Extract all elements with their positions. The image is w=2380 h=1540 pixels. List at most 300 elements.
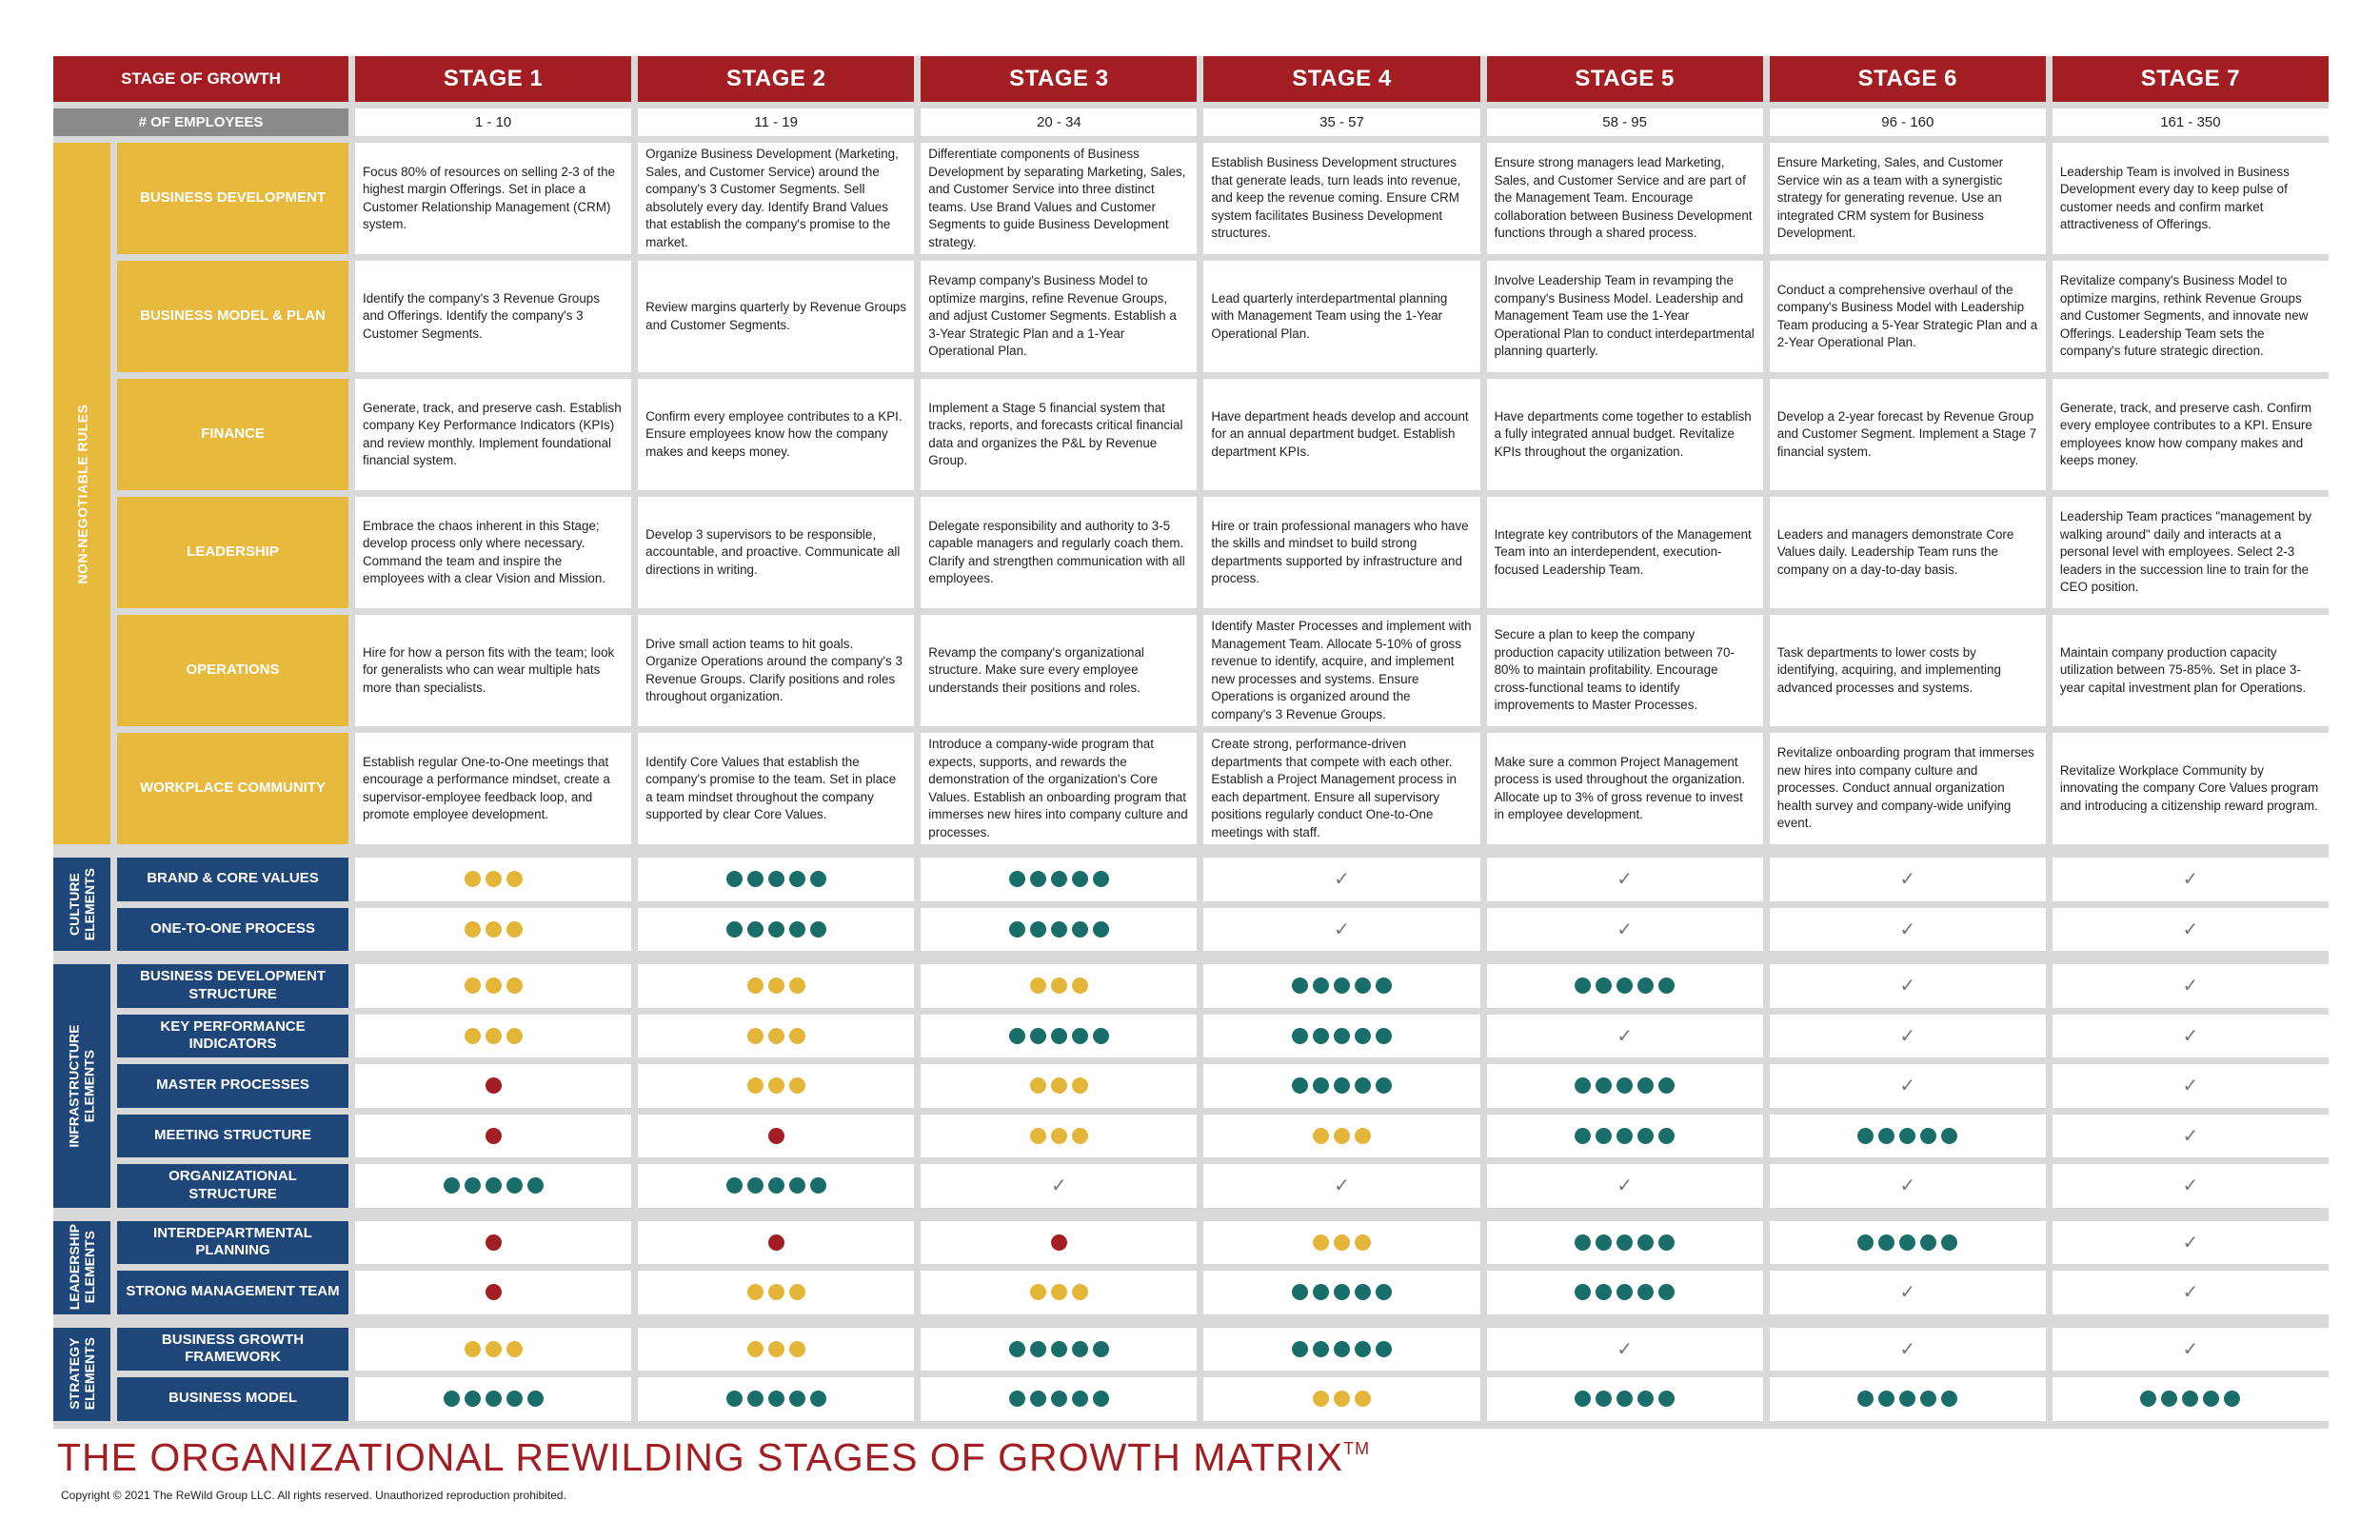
teal-dots-5 bbox=[444, 1391, 544, 1407]
rule-cell: Establish regular One-to-One meetings that encourage a performance mindset, create a supervisor-employee feedback loop, and promote employee development. bbox=[355, 733, 631, 844]
teal-dot-icon bbox=[747, 921, 764, 938]
element-label: BUSINESS DEVELOPMENT STRUCTURE bbox=[117, 964, 348, 1008]
teal-dot-icon bbox=[527, 1177, 544, 1194]
yellow-dot-icon bbox=[789, 1341, 805, 1357]
yellow-dot-icon bbox=[486, 1028, 502, 1044]
yellow-dots-3 bbox=[465, 1341, 523, 1357]
yellow-dot-icon bbox=[1030, 977, 1046, 994]
section-label-3 bbox=[53, 1221, 110, 1314]
teal-dot-icon bbox=[1637, 1284, 1654, 1300]
element-status-cell bbox=[638, 1115, 914, 1158]
yellow-dot-icon bbox=[1051, 1284, 1067, 1300]
element-status-cell bbox=[1770, 858, 2046, 901]
teal-dot-icon bbox=[1658, 1128, 1675, 1144]
teal-dot-icon bbox=[1030, 1028, 1046, 1044]
yellow-dot-icon bbox=[1030, 1284, 1046, 1300]
element-status-cell bbox=[355, 1015, 631, 1058]
element-status-cell bbox=[921, 1064, 1197, 1108]
element-status-cell bbox=[355, 1271, 631, 1314]
element-status-cell bbox=[921, 964, 1197, 1008]
element-status-cell bbox=[1770, 964, 2046, 1008]
element-label: BUSINESS MODEL bbox=[117, 1377, 348, 1421]
element-status-cell bbox=[921, 1271, 1197, 1314]
teal-dots-5 bbox=[1575, 1077, 1675, 1094]
teal-dot-icon bbox=[1313, 1284, 1329, 1300]
red-dot-icon bbox=[486, 1077, 502, 1094]
employee-range-7: 161 - 350 bbox=[2053, 109, 2329, 136]
element-label: MEETING STRUCTURE bbox=[117, 1115, 348, 1158]
element-status-cell bbox=[2053, 1377, 2329, 1421]
section-label-4 bbox=[53, 1328, 110, 1421]
element-status-cell bbox=[355, 1377, 631, 1421]
teal-dots-5 bbox=[444, 1177, 544, 1194]
check-icon: ✓ bbox=[1616, 869, 1634, 891]
element-status-cell bbox=[1770, 1164, 2046, 1208]
teal-dot-icon bbox=[1575, 1234, 1591, 1251]
check-icon: ✓ bbox=[2182, 1232, 2199, 1254]
teal-dot-icon bbox=[1334, 1341, 1350, 1357]
yellow-dots-3 bbox=[1313, 1234, 1371, 1251]
yellow-dot-icon bbox=[465, 871, 481, 887]
rule-cell: Conduct a comprehensive overhaul of the company's Business Model with Leadership Team producing a 5-Year Strategic Plan and a 2-Year Operational Plan. bbox=[1770, 261, 2046, 372]
teal-dot-icon bbox=[1072, 1391, 1088, 1407]
element-status-cell bbox=[1487, 964, 1763, 1008]
element-status-cell bbox=[1487, 1377, 1763, 1421]
teal-dots-5 bbox=[1009, 871, 1109, 887]
element-status-cell bbox=[2053, 908, 2329, 952]
teal-dots-5 bbox=[1292, 1284, 1392, 1300]
section-label-line: ELEMENTS bbox=[82, 867, 98, 941]
element-status-cell bbox=[1203, 1377, 1479, 1421]
rule-cell: Leadership Team is involved in Business Development every day to keep pulse of customer needs and confirm market attractiveness of Offerings. bbox=[2053, 143, 2329, 254]
teal-dot-icon bbox=[1292, 1028, 1308, 1044]
check-icon: ✓ bbox=[1899, 1025, 1916, 1047]
yellow-dot-icon bbox=[1030, 1077, 1046, 1094]
red-dots-1 bbox=[486, 1234, 502, 1251]
teal-dot-icon bbox=[506, 1391, 523, 1407]
stage-header-1: STAGE 1 bbox=[355, 56, 631, 102]
teal-dots-5 bbox=[726, 1391, 826, 1407]
rule-label-2: BUSINESS MODEL & PLAN bbox=[117, 261, 348, 372]
teal-dot-icon bbox=[1658, 1284, 1675, 1300]
element-status-cell bbox=[355, 1064, 631, 1108]
stage-header-7: STAGE 7 bbox=[2053, 56, 2329, 102]
teal-dot-icon bbox=[810, 921, 826, 938]
yellow-dot-icon bbox=[747, 977, 764, 994]
teal-dot-icon bbox=[1878, 1234, 1894, 1251]
rule-cell: Involve Leadership Team in revamping the company's Business Model. Leadership and Management Team use the 1-Year Operational Plan to conduct interdepartmental planning quarterly. bbox=[1487, 261, 1763, 372]
non-negotiable-rules-text: NON-NEGOTIABLE RULES bbox=[74, 404, 90, 583]
element-status-cell bbox=[1203, 1164, 1479, 1208]
teal-dot-icon bbox=[2140, 1391, 2156, 1407]
element-status-cell bbox=[2053, 1064, 2329, 1108]
yellow-dot-icon bbox=[1072, 1128, 1088, 1144]
teal-dot-icon bbox=[1878, 1128, 1894, 1144]
element-label: ONE-TO-ONE PROCESS bbox=[117, 908, 348, 952]
yellow-dot-icon bbox=[768, 1077, 784, 1094]
yellow-dot-icon bbox=[465, 1341, 481, 1357]
yellow-dot-icon bbox=[1051, 1128, 1067, 1144]
yellow-dots-3 bbox=[465, 871, 523, 887]
yellow-dot-icon bbox=[1313, 1391, 1329, 1407]
check-icon: ✓ bbox=[1616, 1175, 1634, 1197]
element-status-cell bbox=[1770, 1015, 2046, 1058]
check-icon: ✓ bbox=[2182, 918, 2199, 940]
teal-dot-icon bbox=[810, 1177, 826, 1194]
element-status-cell bbox=[1487, 1164, 1763, 1208]
teal-dot-icon bbox=[768, 1391, 784, 1407]
teal-dot-icon bbox=[1072, 1341, 1088, 1357]
element-label: BRAND & CORE VALUES bbox=[117, 858, 348, 901]
teal-dot-icon bbox=[1899, 1128, 1915, 1144]
yellow-dot-icon bbox=[768, 1284, 784, 1300]
rule-cell: Introduce a company-wide program that expects, supports, and rewards the demonstration of the organization's Core Values. Establish an onboarding program that immerses new hires into company culture and processes. bbox=[921, 733, 1197, 844]
rule-cell: Revitalize onboarding program that immerses new hires into company culture and processes. Conduct annual organization health survey and company-wide unifying event. bbox=[1770, 733, 2046, 844]
rule-cell: Ensure strong managers lead Marketing, Sales, and Customer Service and are part of the Management Team. Encourage collaboration between Business Development functions through a shared process. bbox=[1487, 143, 1763, 254]
check-icon: ✓ bbox=[1899, 918, 1916, 940]
check-icon: ✓ bbox=[1899, 1282, 1916, 1304]
employees-header: # OF EMPLOYEES bbox=[53, 109, 348, 136]
yellow-dot-icon bbox=[768, 1341, 784, 1357]
yellow-dot-icon bbox=[1313, 1234, 1329, 1251]
teal-dot-icon bbox=[1637, 1077, 1654, 1094]
rule-cell: Make sure a common Project Management process is used throughout the organization. Allocate up to 3% of gross revenue to invest in employee development. bbox=[1487, 733, 1763, 844]
yellow-dot-icon bbox=[486, 921, 502, 938]
red-dots-1 bbox=[768, 1234, 784, 1251]
teal-dot-icon bbox=[1941, 1128, 1957, 1144]
element-label: STRONG MANAGEMENT TEAM bbox=[117, 1271, 348, 1314]
element-status-cell bbox=[1203, 908, 1479, 952]
yellow-dot-icon bbox=[1334, 1128, 1350, 1144]
element-status-cell bbox=[355, 964, 631, 1008]
teal-dots-5 bbox=[1575, 1284, 1675, 1300]
element-status-cell bbox=[1487, 1271, 1763, 1314]
teal-dot-icon bbox=[1093, 1391, 1109, 1407]
yellow-dots-3 bbox=[1030, 977, 1088, 994]
yellow-dot-icon bbox=[1072, 1284, 1088, 1300]
stage-header-5: STAGE 5 bbox=[1487, 56, 1763, 102]
teal-dots-5 bbox=[1857, 1128, 1957, 1144]
check-icon: ✓ bbox=[2182, 1025, 2199, 1047]
element-status-cell bbox=[921, 1221, 1197, 1265]
stage-header-4: STAGE 4 bbox=[1203, 56, 1479, 102]
rule-cell: Focus 80% of resources on selling 2-3 of the highest margin Offerings. Set in place a Customer Relationship Management (CRM) system. bbox=[355, 143, 631, 254]
element-status-cell bbox=[355, 1328, 631, 1372]
teal-dot-icon bbox=[1009, 1391, 1025, 1407]
section-label-line: INFRASTRUCTURE bbox=[66, 1024, 82, 1148]
teal-dot-icon bbox=[2182, 1391, 2198, 1407]
teal-dot-icon bbox=[1637, 1391, 1654, 1407]
rule-cell: Establish Business Development structures that generate leads, turn leads into revenue, and keep the revenue coming. Ensure CRM system facilitates Business Development structures. bbox=[1203, 143, 1479, 254]
teal-dot-icon bbox=[1941, 1391, 1957, 1407]
teal-dot-icon bbox=[1334, 977, 1350, 994]
teal-dot-icon bbox=[1009, 871, 1025, 887]
teal-dot-icon bbox=[2203, 1391, 2219, 1407]
red-dots-1 bbox=[486, 1077, 502, 1094]
teal-dots-5 bbox=[1575, 1234, 1675, 1251]
yellow-dot-icon bbox=[465, 977, 481, 994]
element-status-cell bbox=[1487, 1115, 1763, 1158]
element-status-cell bbox=[638, 1271, 914, 1314]
element-status-cell bbox=[1770, 1271, 2046, 1314]
red-dot-icon bbox=[768, 1128, 784, 1144]
teal-dot-icon bbox=[1616, 1284, 1633, 1300]
teal-dot-icon bbox=[1596, 1234, 1612, 1251]
teal-dot-icon bbox=[789, 871, 805, 887]
teal-dot-icon bbox=[1355, 1284, 1371, 1300]
yellow-dot-icon bbox=[1355, 1234, 1371, 1251]
yellow-dots-3 bbox=[747, 1284, 805, 1300]
element-status-cell bbox=[2053, 1164, 2329, 1208]
teal-dot-icon bbox=[1596, 1077, 1612, 1094]
rule-cell: Secure a plan to keep the company production capacity utilization between 70-80% to maintain profitability. Encourage cross-functional teams to identify improvements to Master Processes. bbox=[1487, 615, 1763, 726]
check-icon: ✓ bbox=[1899, 869, 1916, 891]
yellow-dot-icon bbox=[747, 1341, 764, 1357]
teal-dot-icon bbox=[747, 871, 764, 887]
yellow-dot-icon bbox=[506, 1028, 523, 1044]
employee-range-3: 20 - 34 bbox=[921, 109, 1197, 136]
check-icon: ✓ bbox=[2182, 976, 2199, 997]
red-dots-1 bbox=[486, 1284, 502, 1300]
yellow-dot-icon bbox=[768, 1028, 784, 1044]
check-icon: ✓ bbox=[1899, 1338, 1916, 1360]
element-status-cell bbox=[921, 1115, 1197, 1158]
teal-dot-icon bbox=[1334, 1284, 1350, 1300]
yellow-dots-3 bbox=[747, 977, 805, 994]
element-status-cell bbox=[1203, 1015, 1479, 1058]
element-status-cell bbox=[1770, 1221, 2046, 1265]
check-icon: ✓ bbox=[1616, 1025, 1634, 1047]
teal-dot-icon bbox=[1292, 977, 1308, 994]
rule-cell: Lead quarterly interdepartmental planning with Management Team using the 1-Year Operational Plan. bbox=[1203, 261, 1479, 372]
section-label-line: ELEMENTS bbox=[82, 1049, 98, 1122]
red-dots-1 bbox=[486, 1128, 502, 1144]
teal-dot-icon bbox=[1313, 1028, 1329, 1044]
element-status-cell bbox=[1770, 1064, 2046, 1108]
teal-dot-icon bbox=[1857, 1234, 1874, 1251]
teal-dot-icon bbox=[1072, 871, 1088, 887]
teal-dot-icon bbox=[1575, 1391, 1591, 1407]
rule-cell: Implement a Stage 5 financial system that tracks, reports, and forecasts critical financial data and organizes the P&L by Revenue Group. bbox=[921, 379, 1197, 490]
rule-cell: Identify Master Processes and implement with Management Team. Allocate 5-10% of gross revenue to identify, acquire, and implement new processes and systems. Ensure Operations is organized around the company's 3 Revenue Groups. bbox=[1203, 615, 1479, 726]
yellow-dot-icon bbox=[1355, 1391, 1371, 1407]
check-icon: ✓ bbox=[1334, 918, 1350, 940]
element-status-cell bbox=[1487, 908, 1763, 952]
teal-dot-icon bbox=[726, 1391, 743, 1407]
section-label-line: ELEMENTS bbox=[82, 1337, 98, 1411]
teal-dot-icon bbox=[1376, 977, 1392, 994]
check-icon: ✓ bbox=[1899, 976, 1916, 997]
element-status-cell bbox=[355, 1115, 631, 1158]
teal-dot-icon bbox=[1637, 1128, 1654, 1144]
teal-dots-5 bbox=[726, 921, 826, 938]
teal-dots-5 bbox=[1292, 1341, 1392, 1357]
teal-dot-icon bbox=[1051, 1028, 1067, 1044]
element-status-cell bbox=[1487, 858, 1763, 901]
element-status-cell bbox=[638, 964, 914, 1008]
rule-cell: Revitalize company's Business Model to optimize margins, rethink Revenue Groups and Customer Segments, and innovate new Offerings. Leadership Team sets the company's future strategic direction. bbox=[2053, 261, 2329, 372]
teal-dot-icon bbox=[486, 1177, 502, 1194]
red-dot-icon bbox=[486, 1128, 502, 1144]
teal-dot-icon bbox=[1334, 1028, 1350, 1044]
teal-dot-icon bbox=[1292, 1284, 1308, 1300]
element-status-cell bbox=[355, 858, 631, 901]
element-status-cell bbox=[1770, 1115, 2046, 1158]
yellow-dot-icon bbox=[1334, 1391, 1350, 1407]
teal-dots-5 bbox=[726, 871, 826, 887]
teal-dot-icon bbox=[2224, 1391, 2240, 1407]
element-status-cell bbox=[2053, 1115, 2329, 1158]
stage-of-growth-header: STAGE OF GROWTH bbox=[53, 56, 348, 102]
teal-dot-icon bbox=[444, 1177, 460, 1194]
element-status-cell bbox=[921, 908, 1197, 952]
teal-dot-icon bbox=[1030, 1391, 1046, 1407]
teal-dot-icon bbox=[726, 1177, 743, 1194]
yellow-dot-icon bbox=[506, 1341, 523, 1357]
yellow-dot-icon bbox=[465, 1028, 481, 1044]
yellow-dot-icon bbox=[506, 977, 523, 994]
rule-cell: Create strong, performance-driven departments that compete with each other. Establish a Project Management process in each department. Ensure all supervisory positions regularly conduct One-to-One meetings with staff. bbox=[1203, 733, 1479, 844]
teal-dots-5 bbox=[1292, 1028, 1392, 1044]
teal-dots-5 bbox=[726, 1177, 826, 1194]
element-status-cell bbox=[355, 1221, 631, 1265]
rule-label-4: LEADERSHIP bbox=[117, 497, 348, 608]
element-status-cell bbox=[1770, 908, 2046, 952]
yellow-dot-icon bbox=[506, 921, 523, 938]
employee-range-4: 35 - 57 bbox=[1203, 109, 1479, 136]
growth-matrix bbox=[53, 56, 2329, 1429]
teal-dot-icon bbox=[1857, 1391, 1874, 1407]
teal-dots-5 bbox=[1292, 977, 1392, 994]
element-status-cell bbox=[638, 1015, 914, 1058]
element-status-cell bbox=[1203, 1115, 1479, 1158]
teal-dot-icon bbox=[789, 1177, 805, 1194]
yellow-dot-icon bbox=[1313, 1128, 1329, 1144]
element-status-cell bbox=[921, 1015, 1197, 1058]
rule-cell: Ensure Marketing, Sales, and Customer Service win as a team with a synergistic strategy for generating revenue. Use an integrated CRM system for Business Development. bbox=[1770, 143, 2046, 254]
yellow-dot-icon bbox=[789, 1028, 805, 1044]
check-icon: ✓ bbox=[1616, 1338, 1634, 1360]
teal-dot-icon bbox=[1051, 1341, 1067, 1357]
yellow-dot-icon bbox=[789, 977, 805, 994]
teal-dot-icon bbox=[1093, 1341, 1109, 1357]
stage-header-6: STAGE 6 bbox=[1770, 56, 2046, 102]
teal-dots-5 bbox=[1292, 1077, 1392, 1094]
teal-dot-icon bbox=[789, 921, 805, 938]
yellow-dot-icon bbox=[747, 1077, 764, 1094]
element-status-cell bbox=[638, 1064, 914, 1108]
check-icon: ✓ bbox=[1899, 1076, 1916, 1097]
check-icon: ✓ bbox=[1899, 1175, 1916, 1197]
teal-dot-icon bbox=[1899, 1391, 1915, 1407]
teal-dot-icon bbox=[810, 1391, 826, 1407]
teal-dot-icon bbox=[1292, 1341, 1308, 1357]
teal-dot-icon bbox=[1093, 921, 1109, 938]
element-status-cell bbox=[2053, 1271, 2329, 1314]
rule-cell: Drive small action teams to hit goals. Organize Operations around the company's 3 Revenue Groups. Clarify positions and roles throughout organization. bbox=[638, 615, 914, 726]
teal-dot-icon bbox=[1575, 1128, 1591, 1144]
teal-dot-icon bbox=[1658, 1077, 1675, 1094]
teal-dots-5 bbox=[1009, 1341, 1109, 1357]
employee-range-2: 11 - 19 bbox=[638, 109, 914, 136]
teal-dot-icon bbox=[1313, 1341, 1329, 1357]
matrix-title: THE ORGANIZATIONAL REWILDING STAGES OF GROWTH MATRIX™ bbox=[57, 1435, 1371, 1479]
rule-cell: Differentiate components of Business Development by separating Marketing, Sales, and Customer Service into three distinct teams. Use Brand Values and Customer Segments to guide Business Development strategy. bbox=[921, 143, 1197, 254]
teal-dot-icon bbox=[1637, 1234, 1654, 1251]
rule-label-6: WORKPLACE COMMUNITY bbox=[117, 733, 348, 844]
yellow-dot-icon bbox=[465, 921, 481, 938]
yellow-dot-icon bbox=[789, 1077, 805, 1094]
yellow-dot-icon bbox=[486, 1341, 502, 1357]
red-dot-icon bbox=[486, 1284, 502, 1300]
teal-dot-icon bbox=[1009, 1028, 1025, 1044]
teal-dot-icon bbox=[1355, 1077, 1371, 1094]
teal-dot-icon bbox=[1009, 921, 1025, 938]
element-status-cell bbox=[1203, 1064, 1479, 1108]
teal-dot-icon bbox=[1637, 977, 1654, 994]
teal-dot-icon bbox=[1292, 1077, 1308, 1094]
teal-dot-icon bbox=[1051, 871, 1067, 887]
teal-dot-icon bbox=[506, 1177, 523, 1194]
rule-cell: Review margins quarterly by Revenue Groups and Customer Segments. bbox=[638, 261, 914, 372]
rule-label-3: FINANCE bbox=[117, 379, 348, 490]
rule-cell: Hire for how a person fits with the team; look for generalists who can wear multiple hats more than specialists. bbox=[355, 615, 631, 726]
element-label: MASTER PROCESSES bbox=[117, 1064, 348, 1108]
employee-range-6: 96 - 160 bbox=[1770, 109, 2046, 136]
yellow-dots-3 bbox=[465, 977, 523, 994]
teal-dot-icon bbox=[726, 921, 743, 938]
rule-cell: Revamp company's Business Model to optimize margins, refine Revenue Groups, and adjust Customer Segments. Establish a 3-Year Strategic Plan and a 1-Year Operational Plan. bbox=[921, 261, 1197, 372]
teal-dot-icon bbox=[1009, 1341, 1025, 1357]
element-status-cell bbox=[2053, 1221, 2329, 1265]
element-status-cell bbox=[1770, 1328, 2046, 1372]
check-icon: ✓ bbox=[1050, 1175, 1067, 1197]
element-label: ORGANIZATIONAL STRUCTURE bbox=[117, 1164, 348, 1208]
yellow-dots-3 bbox=[1030, 1284, 1088, 1300]
element-status-cell bbox=[921, 858, 1197, 901]
rule-cell: Identify the company's 3 Revenue Groups and Offerings. Identify the company's 3 Customer Segments. bbox=[355, 261, 631, 372]
teal-dot-icon bbox=[768, 1177, 784, 1194]
teal-dot-icon bbox=[1596, 1128, 1612, 1144]
yellow-dots-3 bbox=[1313, 1391, 1371, 1407]
rule-cell: Organize Business Development (Marketing, Sales, and Customer Service) around the company's 3 Customer Segments. Sell absolutely every day. Identify Brand Values that establish the company's promise to the market. bbox=[638, 143, 914, 254]
teal-dot-icon bbox=[465, 1177, 481, 1194]
red-dots-1 bbox=[1051, 1234, 1067, 1251]
section-label-line: LEADERSHIP bbox=[66, 1224, 82, 1311]
teal-dots-5 bbox=[1857, 1391, 1957, 1407]
stage-header-3: STAGE 3 bbox=[921, 56, 1197, 102]
teal-dot-icon bbox=[1920, 1391, 1936, 1407]
employee-range-5: 58 - 95 bbox=[1487, 109, 1763, 136]
teal-dot-icon bbox=[1920, 1128, 1936, 1144]
section-label-text bbox=[67, 1224, 97, 1310]
check-icon: ✓ bbox=[2182, 1338, 2199, 1360]
rule-cell: Generate, track, and preserve cash. Confirm every employee contributes to a KPI. Ensure employees know how company makes and keeps money. bbox=[2053, 379, 2329, 490]
teal-dot-icon bbox=[1051, 921, 1067, 938]
teal-dot-icon bbox=[1313, 1077, 1329, 1094]
element-status-cell bbox=[921, 1328, 1197, 1372]
teal-dot-icon bbox=[1920, 1234, 1936, 1251]
yellow-dot-icon bbox=[747, 1284, 764, 1300]
stage-header-2: STAGE 2 bbox=[638, 56, 914, 102]
rule-cell: Revitalize Workplace Community by innovating the company Core Values program and introducing a citizenship reward program. bbox=[2053, 733, 2329, 844]
rule-label-5: OPERATIONS bbox=[117, 615, 348, 726]
teal-dot-icon bbox=[726, 871, 743, 887]
rule-cell: Revamp the company's organizational structure. Make sure every employee understands their positions and roles. bbox=[921, 615, 1197, 726]
yellow-dot-icon bbox=[1051, 977, 1067, 994]
section-label-text bbox=[67, 1337, 97, 1410]
element-status-cell bbox=[638, 1164, 914, 1208]
